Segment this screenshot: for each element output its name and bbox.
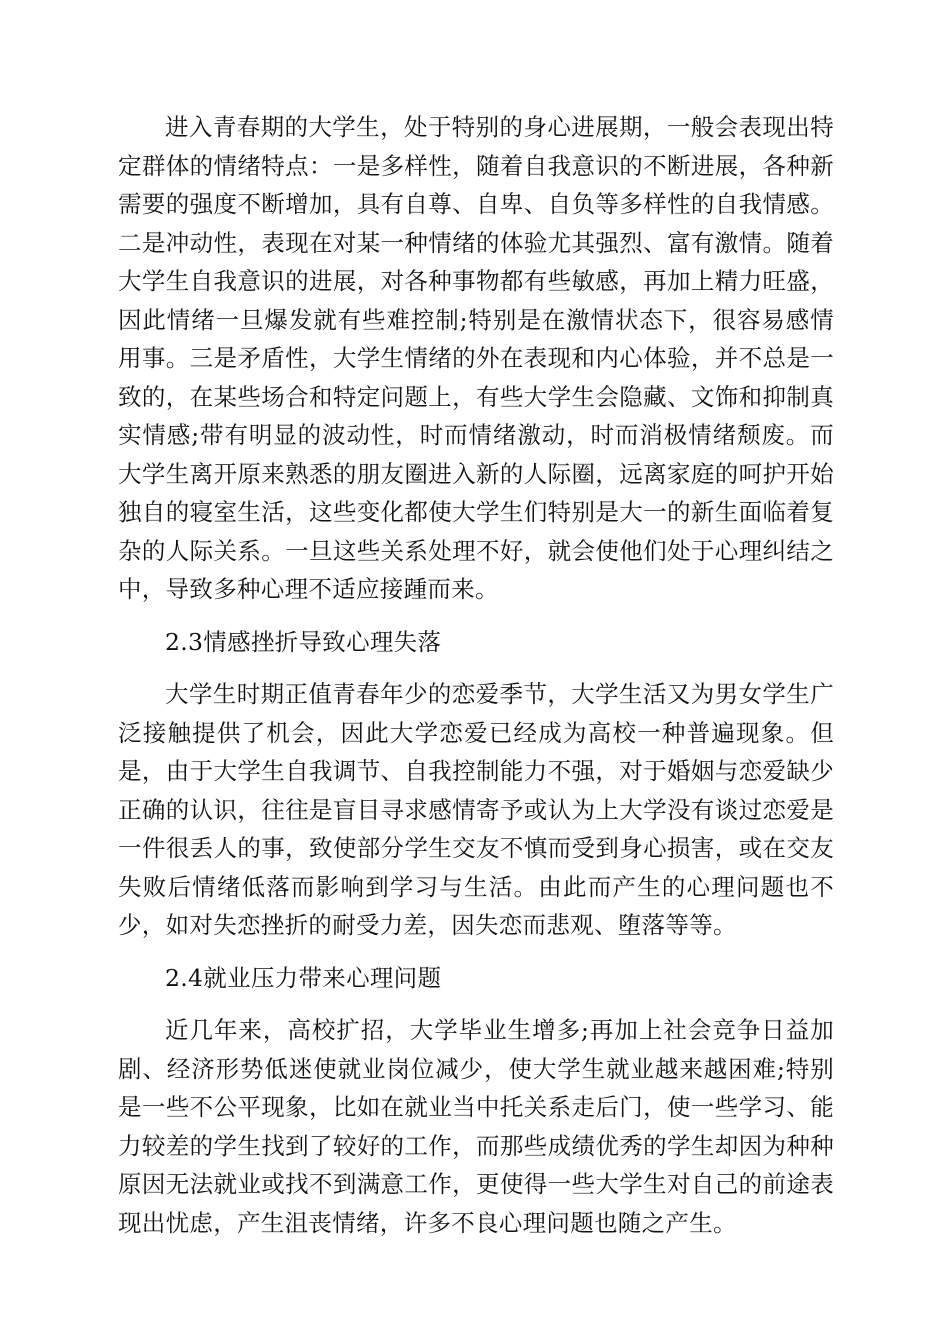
spacer	[118, 997, 834, 1011]
spacer	[118, 609, 834, 623]
spacer	[118, 945, 834, 959]
section-heading-2-4: 2.4就业压力带来心理问题	[165, 963, 442, 992]
paragraph-employment-pressure: 近几年来，高校扩招，大学毕业生增多;再加上社会竞争日益加剧、经济形势低迷使就业岗位减少，使大学生就业越来越困难;特别是一些不公平现象，比如在就业当中托关系走后门，使一些学习、能力较差的学生找到了较好的工作，而那些成绩优秀的学生却因为种种原因无法就业或找不到满意工作，更使得一些大学生对自己的前途表现出忧虑，产生沮丧情绪，许多不良心理问题也随之产生。	[118, 1016, 834, 1237]
document-body	[118, 108, 834, 1242]
paragraph-emotional-setback: 大学生时期正值青春年少的恋爱季节，大学生活又为男女学生广泛接触提供了机会，因此大学恋爱已经成为高校一种普遍现象。但是，由于大学生自我调节、自我控制能力不强，对于婚姻与恋爱缺少正确的认识，往往是盲目寻求感情寄予或认为上大学没有谈过恋爱是一件很丢人的事，致使部分学生交友不慎而受到身心损害，或在交友失败后情绪低落而影响到学习与生活。由此而产生的心理问题也不少，如对失恋挫折的耐受力差，因失恋而悲观、堕落等等。	[118, 680, 834, 939]
spacer	[118, 661, 834, 675]
paragraph-emotional-traits: 进入青春期的大学生，处于特别的身心进展期，一般会表现出特定群体的情绪特点：一是多样性，随着自我意识的不断进展，各种新需要的强度不断增加，具有自尊、自卑、自负等多样性的自我情感。二是冲动性，表现在对某一种情绪的体验尤其强烈、富有激情。随着大学生自我意识的进展，对各种事物都有些敏感，再加上精力旺盛，因此情绪一旦爆发就有些难控制;特别是在激情状态下，很容易感情用事。三是矛盾性，大学生情绪的外在表现和内心体验，并不总是一致的，在某些场合和特定问题上，有些大学生会隐藏、文饰和抑制真实情感;带有明显的波动性，时而情绪激动，时而消极情绪颓废。而大学生离开原来熟悉的朋友圈进入新的人际圈，远离家庭的呵护开始独自的寝室生活，这些变化都使大学生们特别是大一的新生面临着复杂的人际关系。一旦这些关系处理不好，就会使他们处于心理纠结之中，导致多种心理不适应接踵而来。	[118, 113, 834, 603]
section-heading-2-3: 2.3情感挫折导致心理失落	[165, 627, 442, 656]
